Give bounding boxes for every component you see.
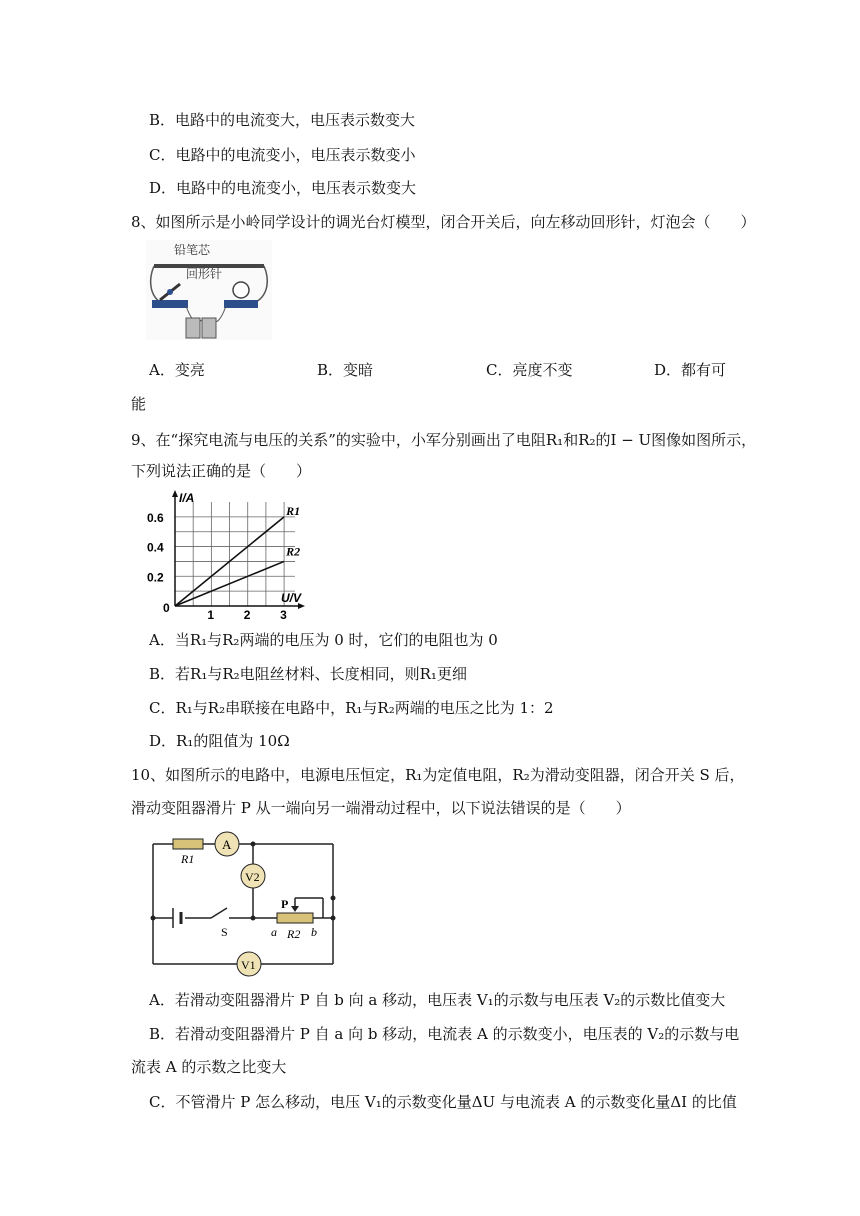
q10-option-c: C．不管滑片 P 怎么移动，电压 V₁的示数变化量ΔU 与电流表 A 的示数变化量ΔI 的比值 — [149, 1093, 737, 1111]
resistor-r1 — [173, 839, 203, 849]
x-axis-label: U/V — [281, 591, 302, 605]
q10-stem-line1: 10、如图所示的电路中，电源电压恒定，R₁为定值电阻，R₂为滑动变阻器，闭合开关 S 后， — [131, 766, 745, 784]
clip-label: 回形针 — [186, 267, 223, 281]
switch-label: S — [221, 925, 228, 939]
y-tick-label: 0.2 — [147, 570, 164, 585]
q10-circuit-diagram — [145, 828, 347, 978]
series-label-r2: R2 — [286, 544, 301, 559]
b-label: b — [311, 925, 317, 939]
battery-icon — [186, 318, 200, 338]
q8-option-d: D．都有可 — [654, 361, 727, 379]
switch-base — [152, 300, 188, 308]
v1-label: V1 — [241, 958, 256, 972]
q10-option-b-line2: 流表 A 的示数之比变大 — [131, 1058, 287, 1076]
q7-option-d: D．电路中的电流变小，电压表示数变大 — [149, 179, 417, 197]
x-tick-label: 2 — [243, 608, 251, 620]
slider-p-label: P — [281, 897, 289, 911]
q8-option-b: B．变暗 — [317, 361, 374, 379]
q9-option-a: A．当R₁与R₂两端的电压为 0 时，它们的电阻也为 0 — [149, 631, 498, 649]
q9-iu-chart — [145, 488, 311, 620]
pencil-lead-label: 铅笔芯 — [174, 243, 211, 257]
q8-option-d-continued: 能 — [131, 395, 147, 413]
q8-lamp-figure — [146, 240, 272, 340]
q9-option-d: D．R₁的阻值为 10Ω — [149, 732, 290, 750]
q9-option-c: C．R₁与R₂串联接在电路中，R₁与R₂两端的电压之比为 1：2 — [149, 699, 554, 717]
rheostat-r2 — [277, 913, 313, 923]
q7-option-b: B．电路中的电流变大，电压表示数变大 — [149, 111, 416, 129]
r1-label: R1 — [181, 852, 195, 866]
bulb-icon — [233, 282, 249, 298]
v2-label: V2 — [245, 870, 260, 884]
q7-option-c: C．电路中的电流变小，电压表示数变小 — [149, 146, 416, 164]
q8-option-a: A．变亮 — [149, 361, 205, 379]
y-axis-label: I/A — [179, 491, 195, 505]
origin-label: 0 — [163, 601, 170, 615]
q10-option-a: A．若滑动变阻器滑片 P 自 b 向 a 移动，电压表 V₁的示数与电压表 V₂的示数比值变大 — [149, 991, 726, 1009]
q8-stem: 8、如图所示是小岭同学设计的调光台灯模型，闭合开关后，向左移动回形针，灯泡会（ ） — [131, 213, 756, 231]
q9-option-b: B．若R₁与R₂电阻丝材料、长度相同，则R₁更细 — [149, 665, 467, 683]
q8-option-c: C．亮度不变 — [486, 361, 573, 379]
q9-stem-line1: 9、在“探究电流与电压的关系”的实验中，小军分别画出了电阻R₁和R₂的I − U图像如图所示， — [131, 431, 757, 449]
x-tick-label: 1 — [207, 608, 215, 620]
a-label: a — [271, 925, 277, 939]
y-tick-label: 0.6 — [147, 510, 164, 525]
battery-icon — [202, 318, 216, 338]
q10-stem-line2: 滑动变阻器滑片 P 从一端向另一端滑动过程中，以下说法错误的是（ ） — [131, 799, 631, 817]
q9-stem-line2: 下列说法正确的是（ ） — [131, 462, 312, 480]
lamp-base — [224, 300, 258, 308]
x-tick-label: 3 — [280, 608, 287, 620]
ammeter-label: A — [222, 837, 232, 852]
series-label-r1: R1 — [286, 503, 301, 518]
r2-label: R2 — [287, 927, 301, 941]
y-axis-arrow — [172, 490, 178, 497]
y-tick-label: 0.4 — [147, 540, 164, 555]
q10-option-b-line1: B．若滑动变阻器滑片 P 自 a 向 b 移动，电流表 A 的示数变小，电压表的 V₂的示数与电 — [149, 1025, 740, 1043]
